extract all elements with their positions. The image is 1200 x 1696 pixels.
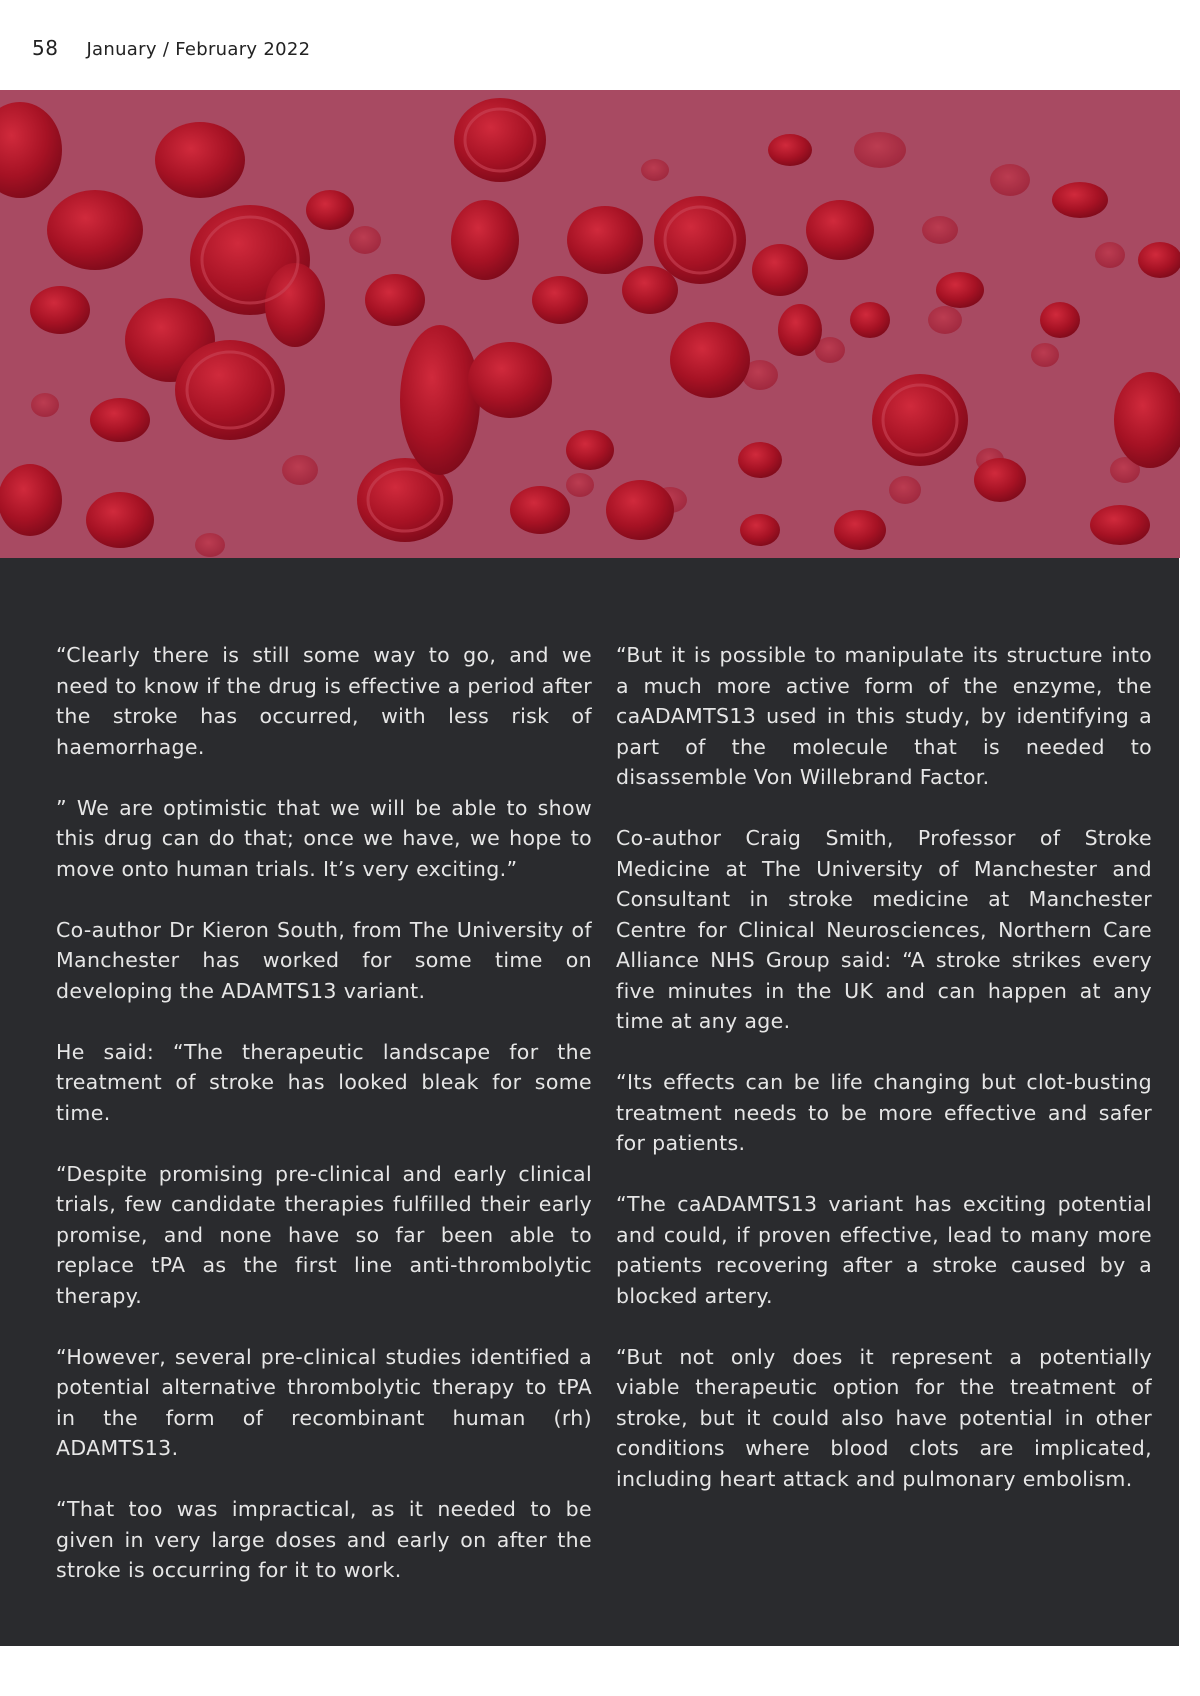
paragraph: ” We are optimistic that we will be able to show this drug can do that; once we have, we hope to move onto human trials. It’s very exciting.” bbox=[56, 795, 592, 881]
right-column bbox=[616, 640, 1152, 1616]
hero-image-blood-cells bbox=[0, 90, 1180, 558]
paragraph: “That too was impractical, as it needed to be given in very large doses and early on after the stroke is occurring for it to work. bbox=[56, 1497, 592, 1582]
paragraph: He said: “The therapeutic landscape for the treatment of stroke has looked bleak for some time. bbox=[56, 1039, 592, 1125]
blood-cells-illustration bbox=[0, 90, 1180, 558]
article-panel bbox=[0, 558, 1179, 1646]
left-column bbox=[56, 640, 592, 1616]
article-columns bbox=[56, 640, 1152, 1616]
page-number: 58 bbox=[32, 36, 59, 60]
paragraph: “The caADAMTS13 variant has exciting potential and could, if proven effective, lead to many more patients recovering after a stroke caused by a blocked artery. bbox=[616, 1192, 1152, 1308]
page-header bbox=[32, 36, 310, 60]
paragraph: “Clearly there is still some way to go, and we need to know if the drug is effective a period after the stroke has occurred, with less risk of haemorrhage. bbox=[56, 643, 592, 759]
paragraph: Co-author Craig Smith, Professor of Stroke Medicine at The University of Manchester and Consultant in stroke medicine at Manchester Centre for Clinical Neurosciences, Northern Care Alliance NHS Group said: “A stroke strikes every five minutes in the UK and can happen at any time at any age. bbox=[616, 826, 1152, 1033]
paragraph: “Despite promising pre-clinical and early clinical trials, few candidate therapies fulfilled their early promise, and none have so far been able to replace tPA as the first line anti-thrombolytic therapy. bbox=[56, 1161, 592, 1308]
paragraph: “However, several pre-clinical studies identified a potential alternative thrombolytic therapy to tPA in the form of recombinant human (rh) ADAMTS13. bbox=[56, 1344, 592, 1460]
paragraph: Co-author Dr Kieron South, from The University of Manchester has worked for some time on developing the ADAMTS13 variant. bbox=[56, 917, 592, 1003]
paragraph: “But not only does it represent a potentially viable therapeutic option for the treatment of stroke, but it could also have potential in other conditions where blood clots are implicated, including heart attack and pulmonary embolism. bbox=[616, 1344, 1152, 1491]
paragraph: “But it is possible to manipulate its structure into a much more active form of the enzyme, the caADAMTS13 used in this study, by identifying a part of the molecule that is needed to disassemble Von Willebrand Factor. bbox=[616, 643, 1152, 789]
issue-date: January / February 2022 bbox=[86, 39, 311, 60]
paragraph: “Its effects can be life changing but clot-busting treatment needs to be more effective and safer for patients. bbox=[616, 1070, 1152, 1155]
